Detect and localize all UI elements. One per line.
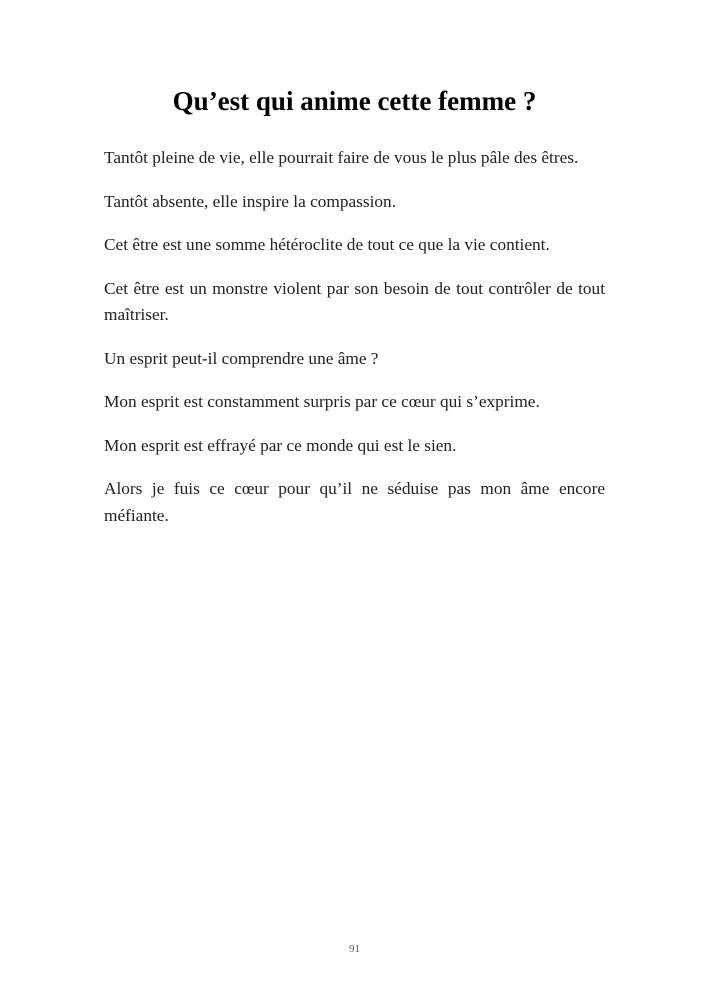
body-text	[104, 145, 605, 546]
paragraph: Cet être est un monstre violent par son besoin de tout contrôler de tout maîtriser.	[104, 278, 605, 324]
page-title: Qu’est qui anime cette femme ?	[172, 86, 537, 116]
paragraph: Alors je fuis ce cœur pour qu’il ne séduise pas mon âme encore méfiante.	[104, 479, 605, 525]
paragraph: Un esprit peut-il comprendre une âme ?	[104, 348, 379, 368]
paragraph: Cet être est une somme hétéroclite de tout ce que la vie contient.	[104, 235, 550, 254]
page-number: 91	[349, 943, 360, 955]
paragraph: Mon esprit est effrayé par ce monde qui est le sien.	[104, 435, 457, 455]
paragraph: Tantôt pleine de vie, elle pourrait faire de vous le plus pâle des êtres.	[104, 148, 579, 167]
paragraph: Mon esprit est constamment surpris par ce cœur qui s’exprime.	[104, 392, 540, 411]
paragraph: Tantôt absente, elle inspire la compassion.	[104, 191, 397, 211]
